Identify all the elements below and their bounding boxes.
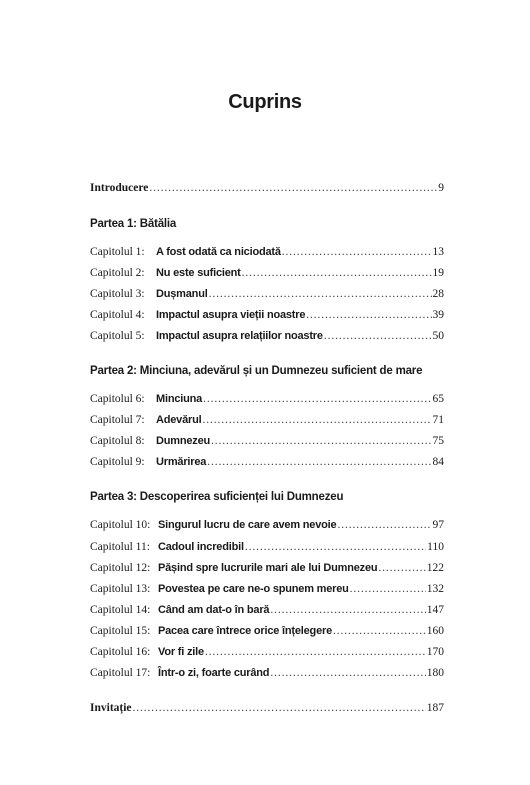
page-number: 170 [426,646,444,658]
dot-leader [350,582,426,596]
chapter-title: Urmărirea [156,456,207,468]
page-number: 39 [432,309,444,321]
toc-label: Invitație [90,702,132,714]
toc-entry [90,434,444,448]
dot-leader [270,666,425,680]
toc-entry [90,666,444,680]
toc-entry-introduction [90,181,444,195]
page-number: 71 [432,414,444,426]
page-number: 75 [432,435,444,447]
page-title: Cuprins [228,91,302,113]
chapter-label: Capitolul 7: [90,414,145,426]
page-number: 84 [432,456,444,468]
toc-entry [90,540,444,554]
dot-leader [242,266,432,280]
dot-leader [203,392,431,406]
chapter-title: Povestea pe care ne-o spunem mereu [158,583,349,595]
part-heading: Partea 1: Bătălia [90,218,177,230]
chapter-title: Impactul asupra relațiilor noastre [156,330,323,342]
toc-entry [90,645,444,659]
dot-leader [378,561,425,575]
toc-entry [90,624,444,638]
toc-entry [90,329,444,343]
chapter-title: Într-o zi, foarte curând [158,667,270,679]
chapter-title: Singurul lucru de care avem nevoie [158,519,337,531]
chapter-label: Capitolul 12: [90,562,151,574]
chapter-label: Capitolul 13: [90,583,151,595]
dot-leader [270,603,425,617]
chapter-label: Capitolul 2: [90,267,145,279]
toc-entry [90,582,444,596]
chapter-title: Minciuna [156,393,203,405]
dot-leader [306,308,431,322]
chapter-label: Capitolul 10: [90,519,151,531]
dot-leader [333,624,426,638]
toc-entry-invitation [90,701,444,715]
dot-leader [207,455,431,469]
dot-leader [205,645,426,659]
chapter-label: Capitolul 1: [90,246,145,258]
chapter-title: Vor fi zile [158,646,204,658]
toc-label: Introducere [90,182,149,194]
page-number: 28 [432,288,444,300]
toc-entry [90,455,444,469]
page-number: 97 [432,519,444,531]
chapter-label: Capitolul 11: [90,541,150,553]
dot-leader [149,181,437,195]
dot-leader [133,701,426,715]
page-number: 132 [426,583,444,595]
dot-leader [202,413,431,427]
chapter-title: Dușmanul [156,288,208,300]
chapter-label: Capitolul 4: [90,309,145,321]
chapter-label: Capitolul 16: [90,646,151,658]
chapter-title: A fost odată ca niciodată [156,246,281,258]
chapter-label: Capitolul 3: [90,288,145,300]
page-number: 180 [426,667,444,679]
toc-entry [90,603,444,617]
page-number: 110 [427,541,444,553]
toc-entry [90,308,444,322]
page-number: 13 [432,246,444,258]
chapter-title: Pacea care întrece orice înțelegere [158,625,332,637]
chapter-title: Pășind spre lucrurile mari ale lui Dumnezeu [158,562,378,574]
chapter-title: Când am dat-o în bară [158,604,270,616]
dot-leader [211,434,431,448]
toc-entry [90,245,444,259]
page-number: 160 [426,625,444,637]
dot-leader [245,540,426,554]
chapter-label: Capitolul 14: [90,604,151,616]
toc-entry [90,287,444,301]
toc-entry [90,392,444,406]
chapter-title: Cadoul incredibil [158,541,244,553]
part-heading: Partea 3: Descoperirea suficienței lui Dumnezeu [90,491,344,503]
toc-entry [90,518,444,532]
chapter-label: Capitolul 15: [90,625,151,637]
chapter-label: Capitolul 8: [90,435,145,447]
dot-leader [337,518,431,532]
page-number: 147 [426,604,444,616]
page-number: 19 [432,267,444,279]
chapter-title: Nu este suficient [156,267,241,279]
toc-entry [90,413,444,427]
chapter-title: Dumnezeu [156,435,211,447]
chapter-label: Capitolul 6: [90,393,145,405]
page-number: 122 [426,562,444,574]
chapter-title: Adevărul [156,414,202,426]
dot-leader [282,245,432,259]
page-number: 187 [426,702,444,714]
page-number: 50 [432,330,444,342]
page-number: 65 [432,393,444,405]
page-number: 9 [438,182,444,194]
toc-entry [90,561,444,575]
part-heading: Partea 2: Minciuna, adevărul și un Dumnezeu suficient de mare [90,365,423,377]
chapter-label: Capitolul 17: [90,667,151,679]
toc-entry [90,266,444,280]
dot-leader [324,329,432,343]
chapter-label: Capitolul 9: [90,456,145,468]
dot-leader [209,287,432,301]
chapter-label: Capitolul 5: [90,330,145,342]
chapter-title: Impactul asupra vieții noastre [156,309,306,321]
